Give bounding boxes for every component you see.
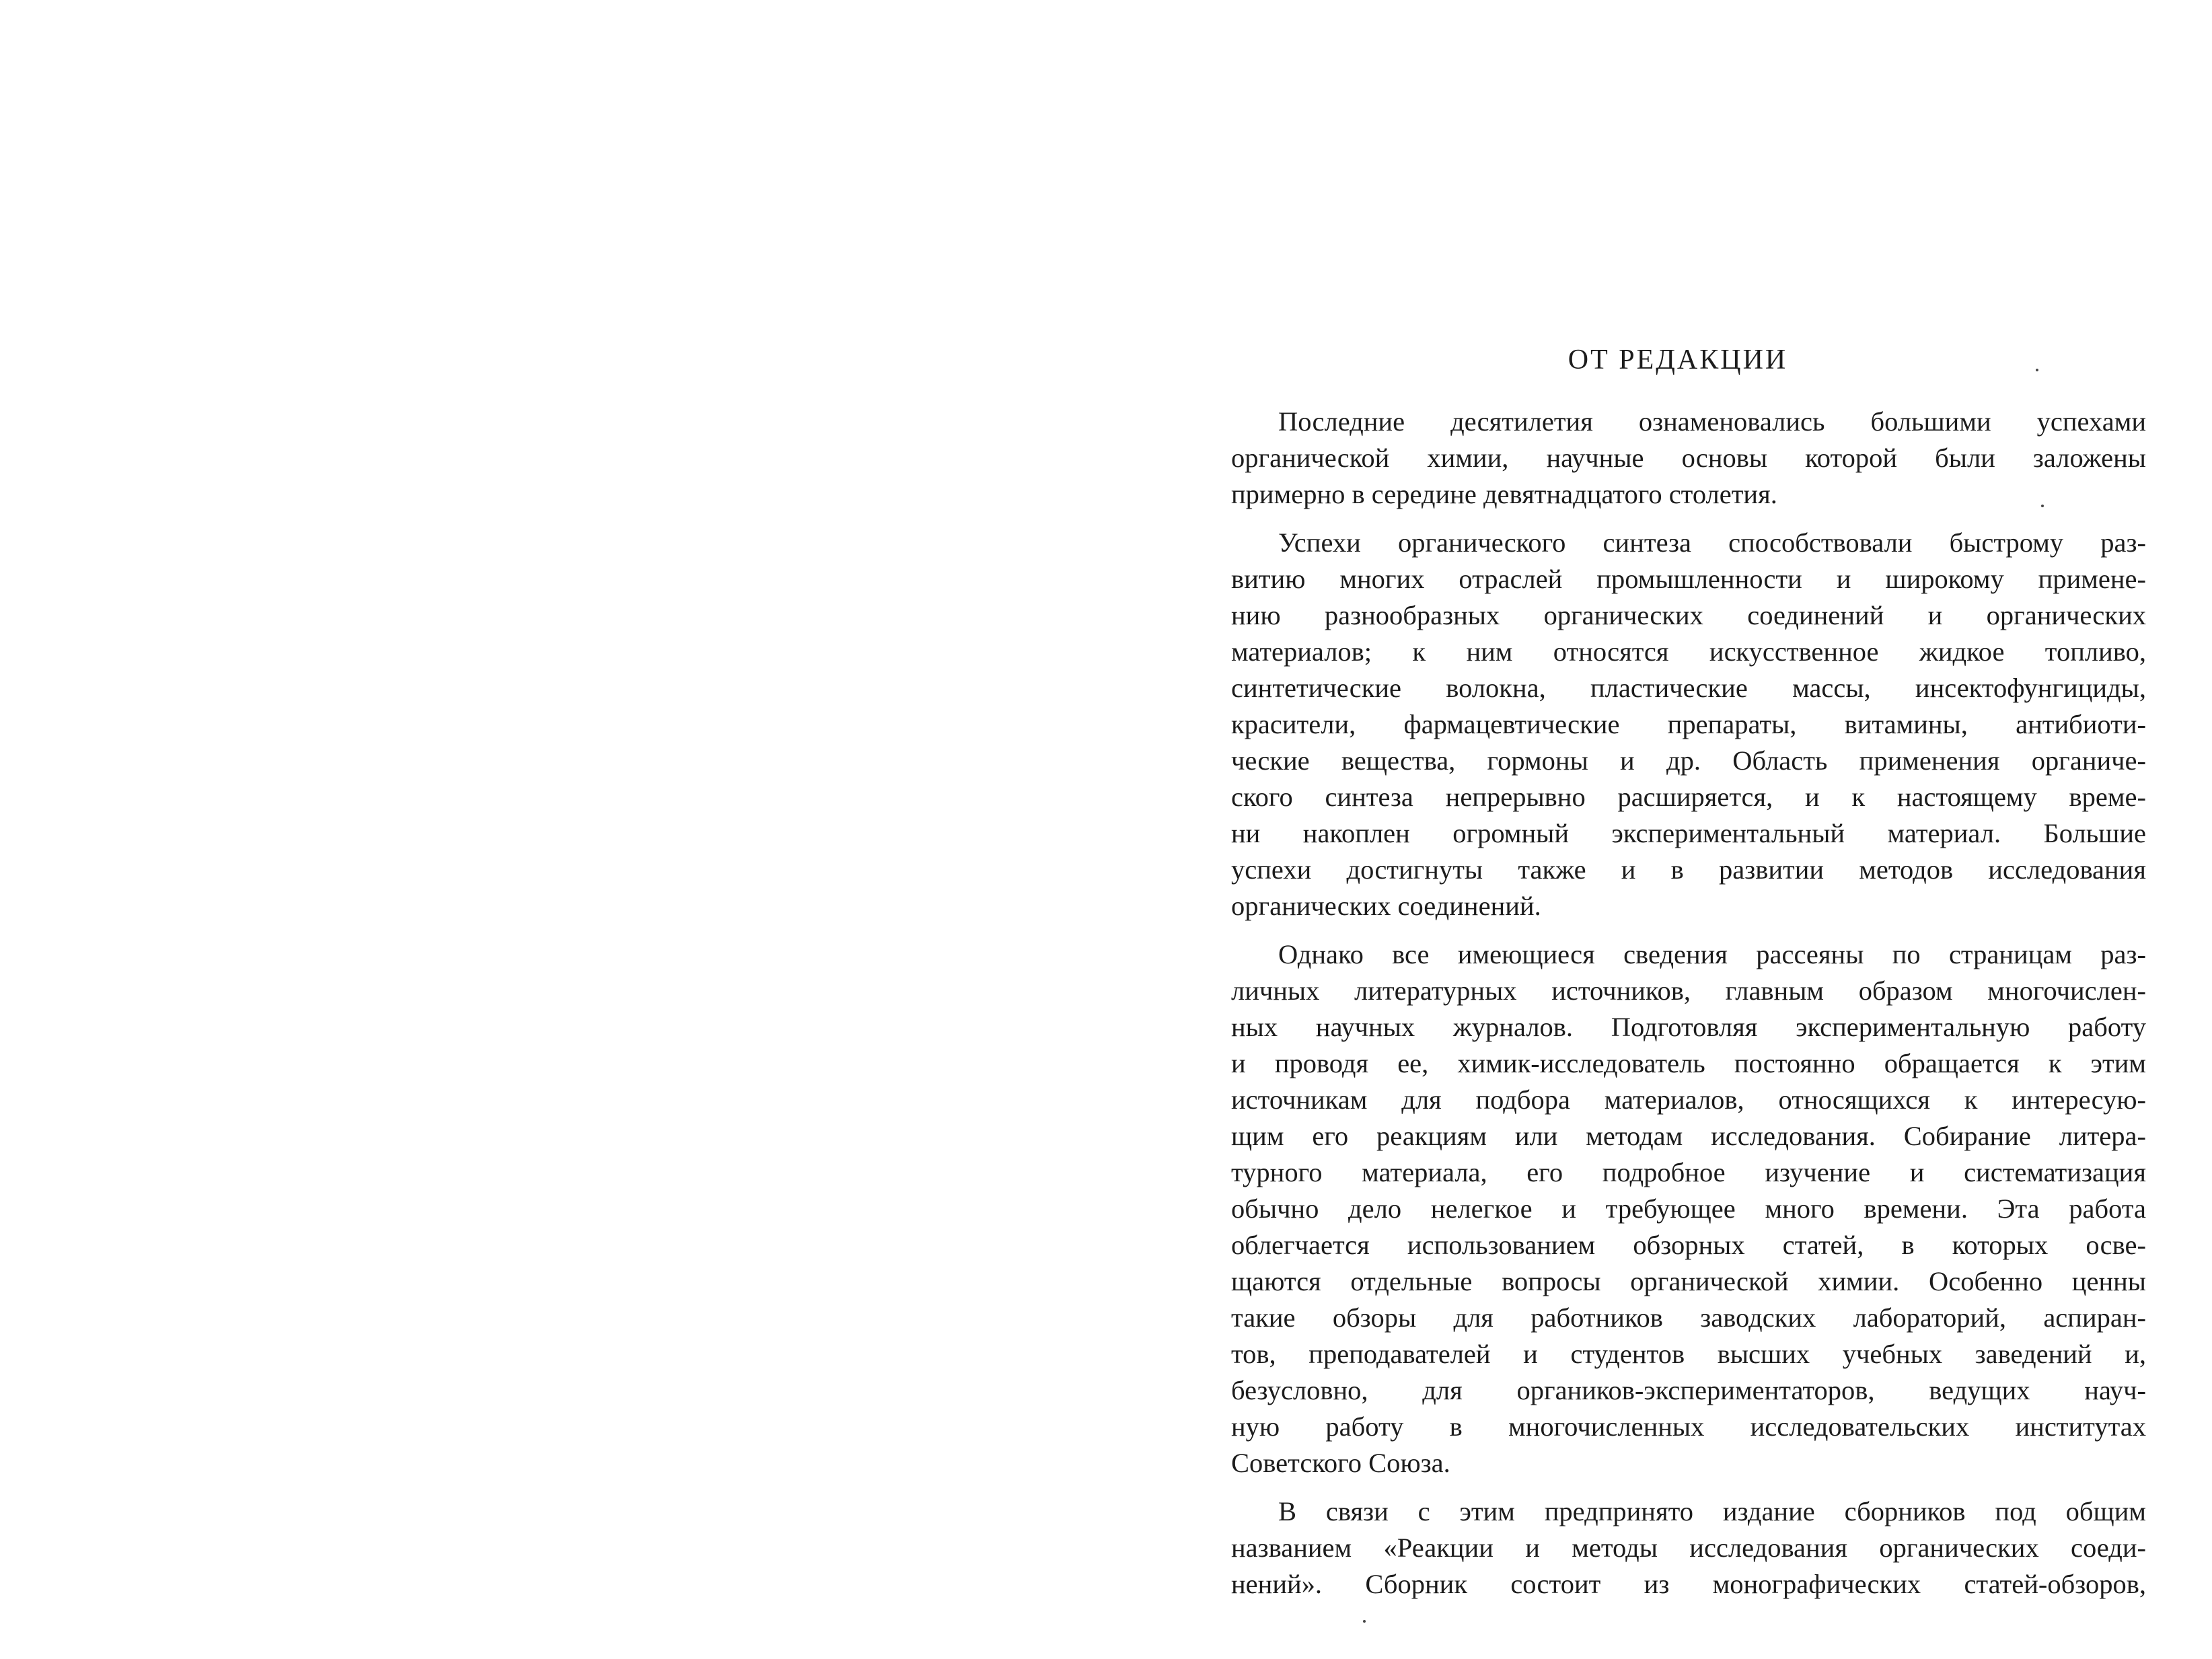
text-line: успехи достигнуты также и в развитии методов исследования <box>1231 854 2146 885</box>
text-line: красители, фармацевтические препараты, витамины, антибиоти- <box>1231 709 2146 739</box>
text-line: органических соединений. <box>1231 891 1541 921</box>
text-line: облегчается использованием обзорных статей, в которых осве- <box>1231 1230 2146 1260</box>
body-text <box>1231 404 2146 1615</box>
paragraph-4 <box>1231 1494 2146 1602</box>
paragraph-2 <box>1231 525 2146 924</box>
text-line: Однако все имеющиеся сведения рассеяны по страницам раз- <box>1278 939 2146 969</box>
text-line: Успехи органического синтеза способствовали быстрому раз- <box>1278 527 2146 558</box>
text-line: источникам для подбора материалов, относящихся к интересую- <box>1231 1084 2146 1115</box>
text-line: материалов; к ним относятся искусственное жидкое топливо, <box>1231 636 2146 667</box>
text-line: щаются отдельные вопросы органической химии. Особенно ценны <box>1231 1266 2146 1296</box>
text-line: ную работу в многочисленных исследовательских институтах <box>1231 1411 2146 1442</box>
text-line: обычно дело нелегкое и требующее много времени. Эта работа <box>1231 1193 2146 1224</box>
paragraph-1 <box>1231 404 2146 513</box>
text-line: названием «Реакции и методы исследования органических соеди- <box>1231 1533 2146 1563</box>
text-line: щим его реакциям или методам исследования. Собирание литера- <box>1231 1121 2146 1151</box>
text-line: синтетические волокна, пластические массы, инсектофунгициды, <box>1231 673 2146 703</box>
text-line: примерно в середине девятнадцатого столетия. <box>1231 479 1777 509</box>
text-line: ни накоплен огромный экспериментальный материал. Большие <box>1231 818 2146 848</box>
paragraph-3 <box>1231 936 2146 1481</box>
text-line: нию разнообразных органических соединений и органических <box>1231 600 2146 630</box>
scan-speck <box>2036 369 2038 371</box>
text-line: органической химии, научные основы которой были заложены <box>1231 443 2146 473</box>
text-line: и проводя ее, химик-исследователь постоянно обращается к этим <box>1231 1048 2146 1078</box>
text-line: тов, преподавателей и студентов высших учебных заведений и, <box>1231 1339 2146 1369</box>
text-line: В связи с этим предпринято издание сборников под общим <box>1278 1496 2146 1526</box>
text-line: витию многих отраслей промышленности и широкому примене- <box>1231 564 2146 594</box>
text-line: турного материала, его подробное изучение и систематизация <box>1231 1157 2146 1187</box>
text-line: Советского Союза. <box>1231 1448 1450 1478</box>
text-line: личных литературных источников, главным образом многочислен- <box>1231 975 2146 1006</box>
text-line: такие обзоры для работников заводских лабораторий, аспиран- <box>1231 1302 2146 1333</box>
text-line: безусловно, для органиков-экспериментаторов, ведущих науч- <box>1231 1375 2146 1405</box>
scan-speck <box>1363 1620 1366 1623</box>
text-line: ческие вещества, гормоны и др. Область применения органиче- <box>1231 745 2146 776</box>
scan-speck <box>2041 505 2044 507</box>
right-page <box>1106 0 2212 1659</box>
text-line: Последние десятилетия ознаменовались большими успехами <box>1278 406 2146 437</box>
text-line: ского синтеза непрерывно расширяется, и к настоящему време- <box>1231 782 2146 812</box>
page-title: ОТ РЕДАКЦИИ <box>1568 344 1788 375</box>
text-line: ных научных журналов. Подготовляя экспериментальную работу <box>1231 1012 2146 1042</box>
text-line: нений». Сборник состоит из монографических статей-обзоров, <box>1231 1569 2146 1599</box>
